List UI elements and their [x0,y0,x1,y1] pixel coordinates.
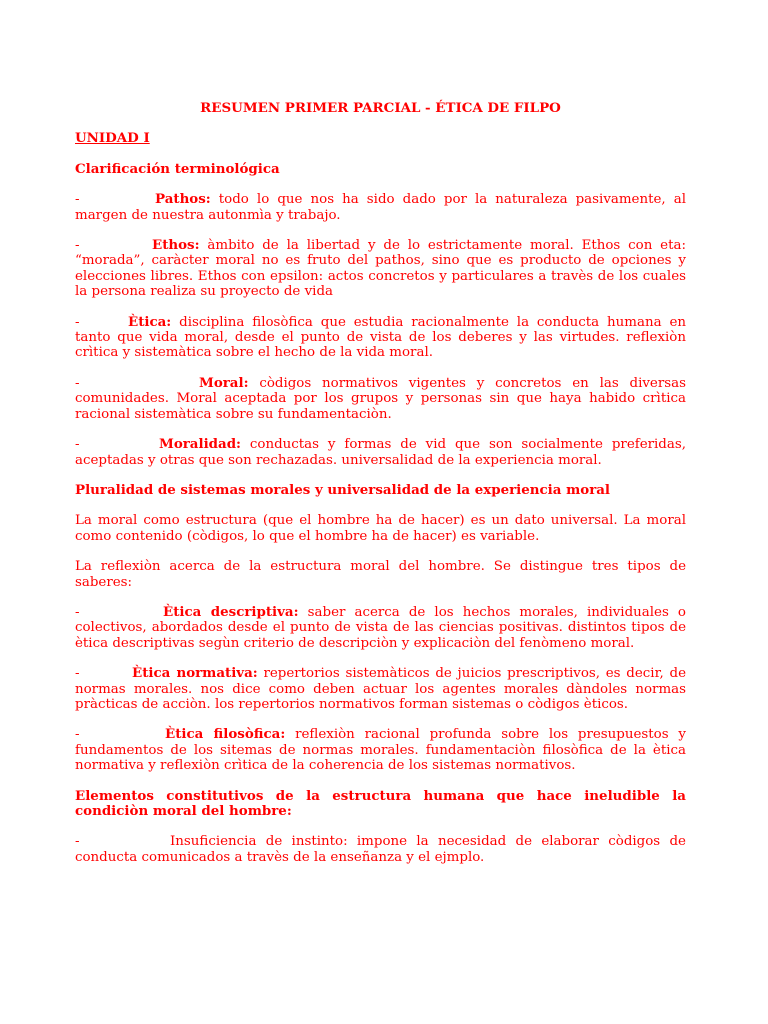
section-heading-plurality: Pluralidad de sistemas morales y universalidad de la experiencia moral [75,481,611,498]
list-dash: - [75,834,80,850]
definition-term: Ètica filosòfica: [165,726,286,743]
definition-text: còdigos normativos vigentes y concretos en las diversas comunidades. Moral aceptada por los grupos y personas sin que haya habido crìtica racional sistemàtica sobre su fundamentaciòn. [75,375,686,422]
definition-term: Moral: [199,374,249,391]
definition-text: reflexiòn racional profunda sobre los presupuestos y fundamentos de los sitemas de normas morales. fundamentaciòn filosòfica de la ètica normativa y reflexiòn crìtica de la coherencia de los sistemas normativos. [75,727,686,774]
definition-item [75,834,686,865]
list-dash: - [75,238,80,254]
definition-text: todo lo que nos ha sido dado por la naturaleza pasivamente, al margen de nuestra autonmìa y trabajo. [75,192,686,223]
definition-text: Insuficiencia de instinto: impone la necesidad de elaborar còdigos de conducta comunicados a travès de la enseñanza y el ejmplo. [75,834,686,865]
paragraph: La moral como estructura (que el hombre ha de hacer) es un dato universal. La moral como contenido (còdigos, lo que el hombre ha de hacer) es variable. [75,513,686,544]
definition-term: Ethos: [152,237,200,254]
definition-term: Ètica descriptiva: [163,603,299,620]
definition-term: Ètica normativa: [132,665,258,682]
list-dash: - [75,727,80,743]
definition-item [75,727,686,773]
definition-text: disciplina filosòfica que estudia racionalmente la conducta humana en tanto que vida moral, desde el punto de vista de los deberes y las virtudes. reflexiòn crìtica y sistemàtica sobre el hecho de la vida moral. [75,314,686,361]
document-title: RESUMEN PRIMER PARCIAL - ÉTICA DE FILPO [200,100,561,116]
definition-text: conductas y formas de vid que son socialmente preferidas, aceptadas y otras que son rechazadas. universalidad de la experiencia moral. [75,437,686,468]
definition-item [75,605,686,651]
list-dash: - [75,192,80,208]
unit-heading: UNIDAD I [75,130,150,147]
section-heading-elements: Elementos constitutivos de la estructura humana que hace ineludible la condiciòn moral del hombre: [75,787,686,819]
definition-text: repertorios sistemàticos de juicios prescriptivos, es decir, de normas morales. nos dice como deben actuar los agentes morales dàndoles normas pràcticas de acciòn. los repertorios normativos forman sistemas o còdigos èticos. [75,666,686,712]
list-dash: - [75,437,80,453]
list-dash: - [75,666,80,682]
definition-term: Moralidad: [159,436,242,453]
definition-item [75,437,686,468]
definition-term: Ètica: [128,313,172,330]
definition-item [75,666,686,712]
section-heading-terminology: Clarificación terminológica [75,160,280,177]
list-dash: - [75,604,80,620]
definition-item [75,376,686,422]
document-page [75,101,686,880]
definition-term: Pathos: [155,191,211,208]
list-dash: - [75,314,80,330]
definition-item [75,315,686,361]
paragraph: La reflexiòn acerca de la estructura moral del hombre. Se distingue tres tipos de saberes: [75,559,686,590]
list-dash: - [75,375,80,391]
definition-item [75,192,686,223]
definition-item [75,238,686,300]
definition-text: àmbito de la libertad y de lo estrictamente moral. Ethos con eta: “morada”, caràcter moral no es fruto del pathos, sino que es producto de opciones y elecciones libres. Ethos con epsilon: actos concretos y particulares a travès de los cuales la persona realiza su proyecto de vida [75,238,686,300]
definition-text: saber acerca de los hechos morales, individuales o colectivos, abordados desde el punto de vista de las ciencias positivas. distintos tipos de ètica descriptivas segùn criterio de descripciòn y explicaciòn del fenòmeno moral. [75,604,686,651]
